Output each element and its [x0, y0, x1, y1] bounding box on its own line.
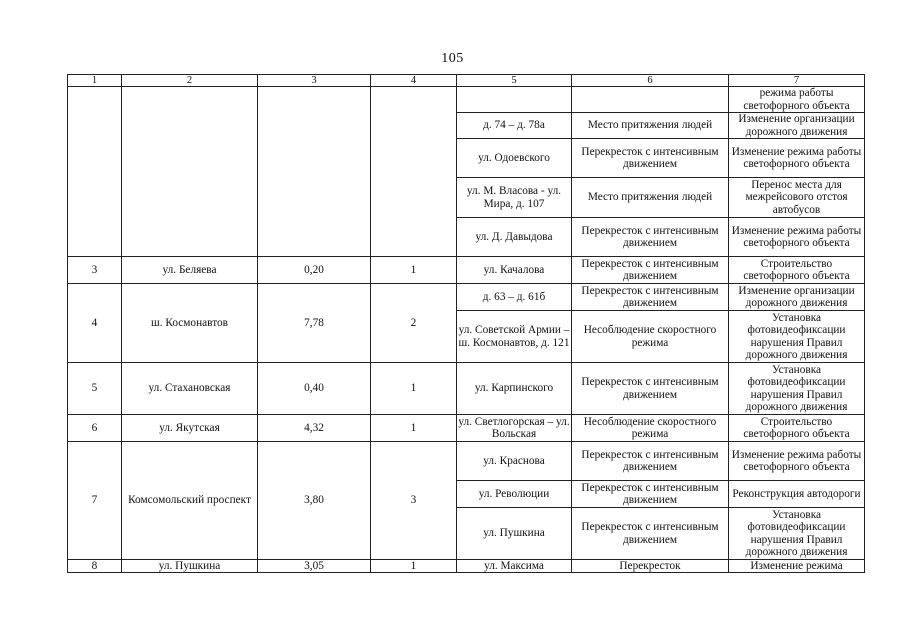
num-cell: 6 [68, 415, 122, 442]
length-cell [258, 87, 371, 257]
place-cell: ул. М. Власова - ул. Мира, д. 107 [457, 178, 572, 218]
place-cell: ул. Советской Армии – ш. Космонавтов, д. 121 [457, 311, 572, 363]
length-cell: 0,20 [258, 257, 371, 284]
place-cell: ул. Карпинского [457, 363, 572, 415]
header-cell-3: 3 [258, 75, 371, 87]
measure-cell: Строительство светофорного объекта [729, 415, 865, 442]
street-cell: Комсомольский проспект [122, 442, 258, 560]
reason-cell: Место притяжения людей [572, 178, 729, 218]
street-cell: ш. Космонавтов [122, 284, 258, 363]
length-cell: 7,78 [258, 284, 371, 363]
table-row [68, 560, 865, 573]
table-row [68, 415, 865, 442]
street-cell: ул. Беляева [122, 257, 258, 284]
place-cell: ул. Краснова [457, 442, 572, 481]
reason-cell: Перекресток с интенсивным движением [572, 442, 729, 481]
measure-cell: Изменение режима работы светофорного объекта [729, 139, 865, 178]
length-cell: 4,32 [258, 415, 371, 442]
measure-cell: Реконструкция автодороги [729, 481, 865, 508]
num-cell: 7 [68, 442, 122, 560]
table-row [68, 87, 865, 113]
place-cell: ул. Качалова [457, 257, 572, 284]
length-cell: 3,05 [258, 560, 371, 573]
road-measures-table [67, 74, 865, 573]
measure-cell: Изменение режима работы светофорного объекта [729, 442, 865, 481]
place-cell: ул. Светлогорская – ул. Вольская [458, 415, 570, 440]
street-cell: ул. Якутская [122, 415, 258, 442]
place-cell: ул. Революции [457, 481, 572, 508]
count-cell: 1 [371, 415, 457, 442]
measure-cell: Перенос места для межрейсового отстоя автобусов [729, 178, 865, 218]
place-cell: ул. Максима [457, 560, 572, 573]
count-cell: 2 [371, 284, 457, 363]
measure-cell: Установка фотовидеофиксации нарушения Правил дорожного движения [729, 363, 865, 415]
street-cell: ул. Пушкина [122, 560, 258, 573]
measure-cell: Изменение организации дорожного движения [729, 113, 865, 139]
measure-cell: Изменение режима [729, 560, 865, 573]
num-cell: 8 [68, 560, 122, 573]
reason-cell: Перекресток с интенсивным движением [572, 218, 729, 257]
place-cell [457, 87, 572, 113]
measure-cell: Установка фотовидеофиксации нарушения Правил дорожного движения [729, 311, 865, 363]
header-cell-6: 6 [572, 75, 729, 87]
num-cell [68, 87, 122, 257]
length-cell: 3,80 [258, 442, 371, 560]
reason-cell: Перекресток с интенсивным движением [572, 508, 729, 560]
count-cell: 1 [371, 257, 457, 284]
reason-cell: Перекресток с интенсивным движением [572, 284, 729, 311]
measure-cell: Строительство светофорного объекта [729, 257, 865, 284]
header-cell-2: 2 [122, 75, 258, 87]
reason-cell: Несоблюдение скоростного режима [572, 415, 729, 442]
reason-cell: Перекресток с интенсивным движением [572, 481, 729, 508]
header-cell-1: 1 [68, 75, 122, 87]
page-number: 105 [441, 51, 464, 66]
count-cell: 1 [371, 560, 457, 573]
num-cell: 3 [68, 257, 122, 284]
length-cell: 0,40 [258, 363, 371, 415]
place-cell: ул. Д. Давыдова [457, 218, 572, 257]
num-cell: 5 [68, 363, 122, 415]
table-row [68, 363, 865, 415]
place-cell: ул. Одоевского [457, 139, 572, 178]
reason-cell: Перекресток [572, 560, 729, 573]
reason-cell: Несоблюдение скоростного режима [572, 311, 729, 363]
measure-cell: Установка фотовидеофиксации нарушения Правил дорожного движения [729, 508, 865, 560]
table-row [68, 442, 865, 481]
header-cell-5: 5 [457, 75, 572, 87]
reason-cell: Перекресток с интенсивным движением [572, 139, 729, 178]
street-cell: ул. Стахановская [122, 363, 258, 415]
place-cell: ул. Пушкина [457, 508, 572, 560]
header-cell-7: 7 [729, 75, 865, 87]
header-cell-4: 4 [371, 75, 457, 87]
table-body [68, 75, 865, 573]
street-cell [122, 87, 258, 257]
count-cell: 1 [371, 363, 457, 415]
measure-cell: режима работы светофорного объекта [729, 87, 865, 113]
reason-cell: Перекресток с интенсивным движением [572, 363, 729, 415]
table-row [68, 257, 865, 284]
measure-cell: Изменение организации дорожного движения [729, 284, 865, 311]
count-cell: 3 [371, 442, 457, 560]
reason-cell: Перекресток с интенсивным движением [572, 257, 729, 284]
header-row [68, 75, 865, 87]
measure-cell: Изменение режима работы светофорного объекта [729, 218, 865, 257]
num-cell: 4 [68, 284, 122, 363]
reason-cell [572, 87, 729, 113]
place-cell: д. 63 – д. 61б [457, 284, 572, 311]
count-cell [371, 87, 457, 257]
place-cell: д. 74 – д. 78а [457, 113, 572, 139]
reason-cell: Место притяжения людей [572, 113, 729, 139]
table-row [68, 284, 865, 311]
